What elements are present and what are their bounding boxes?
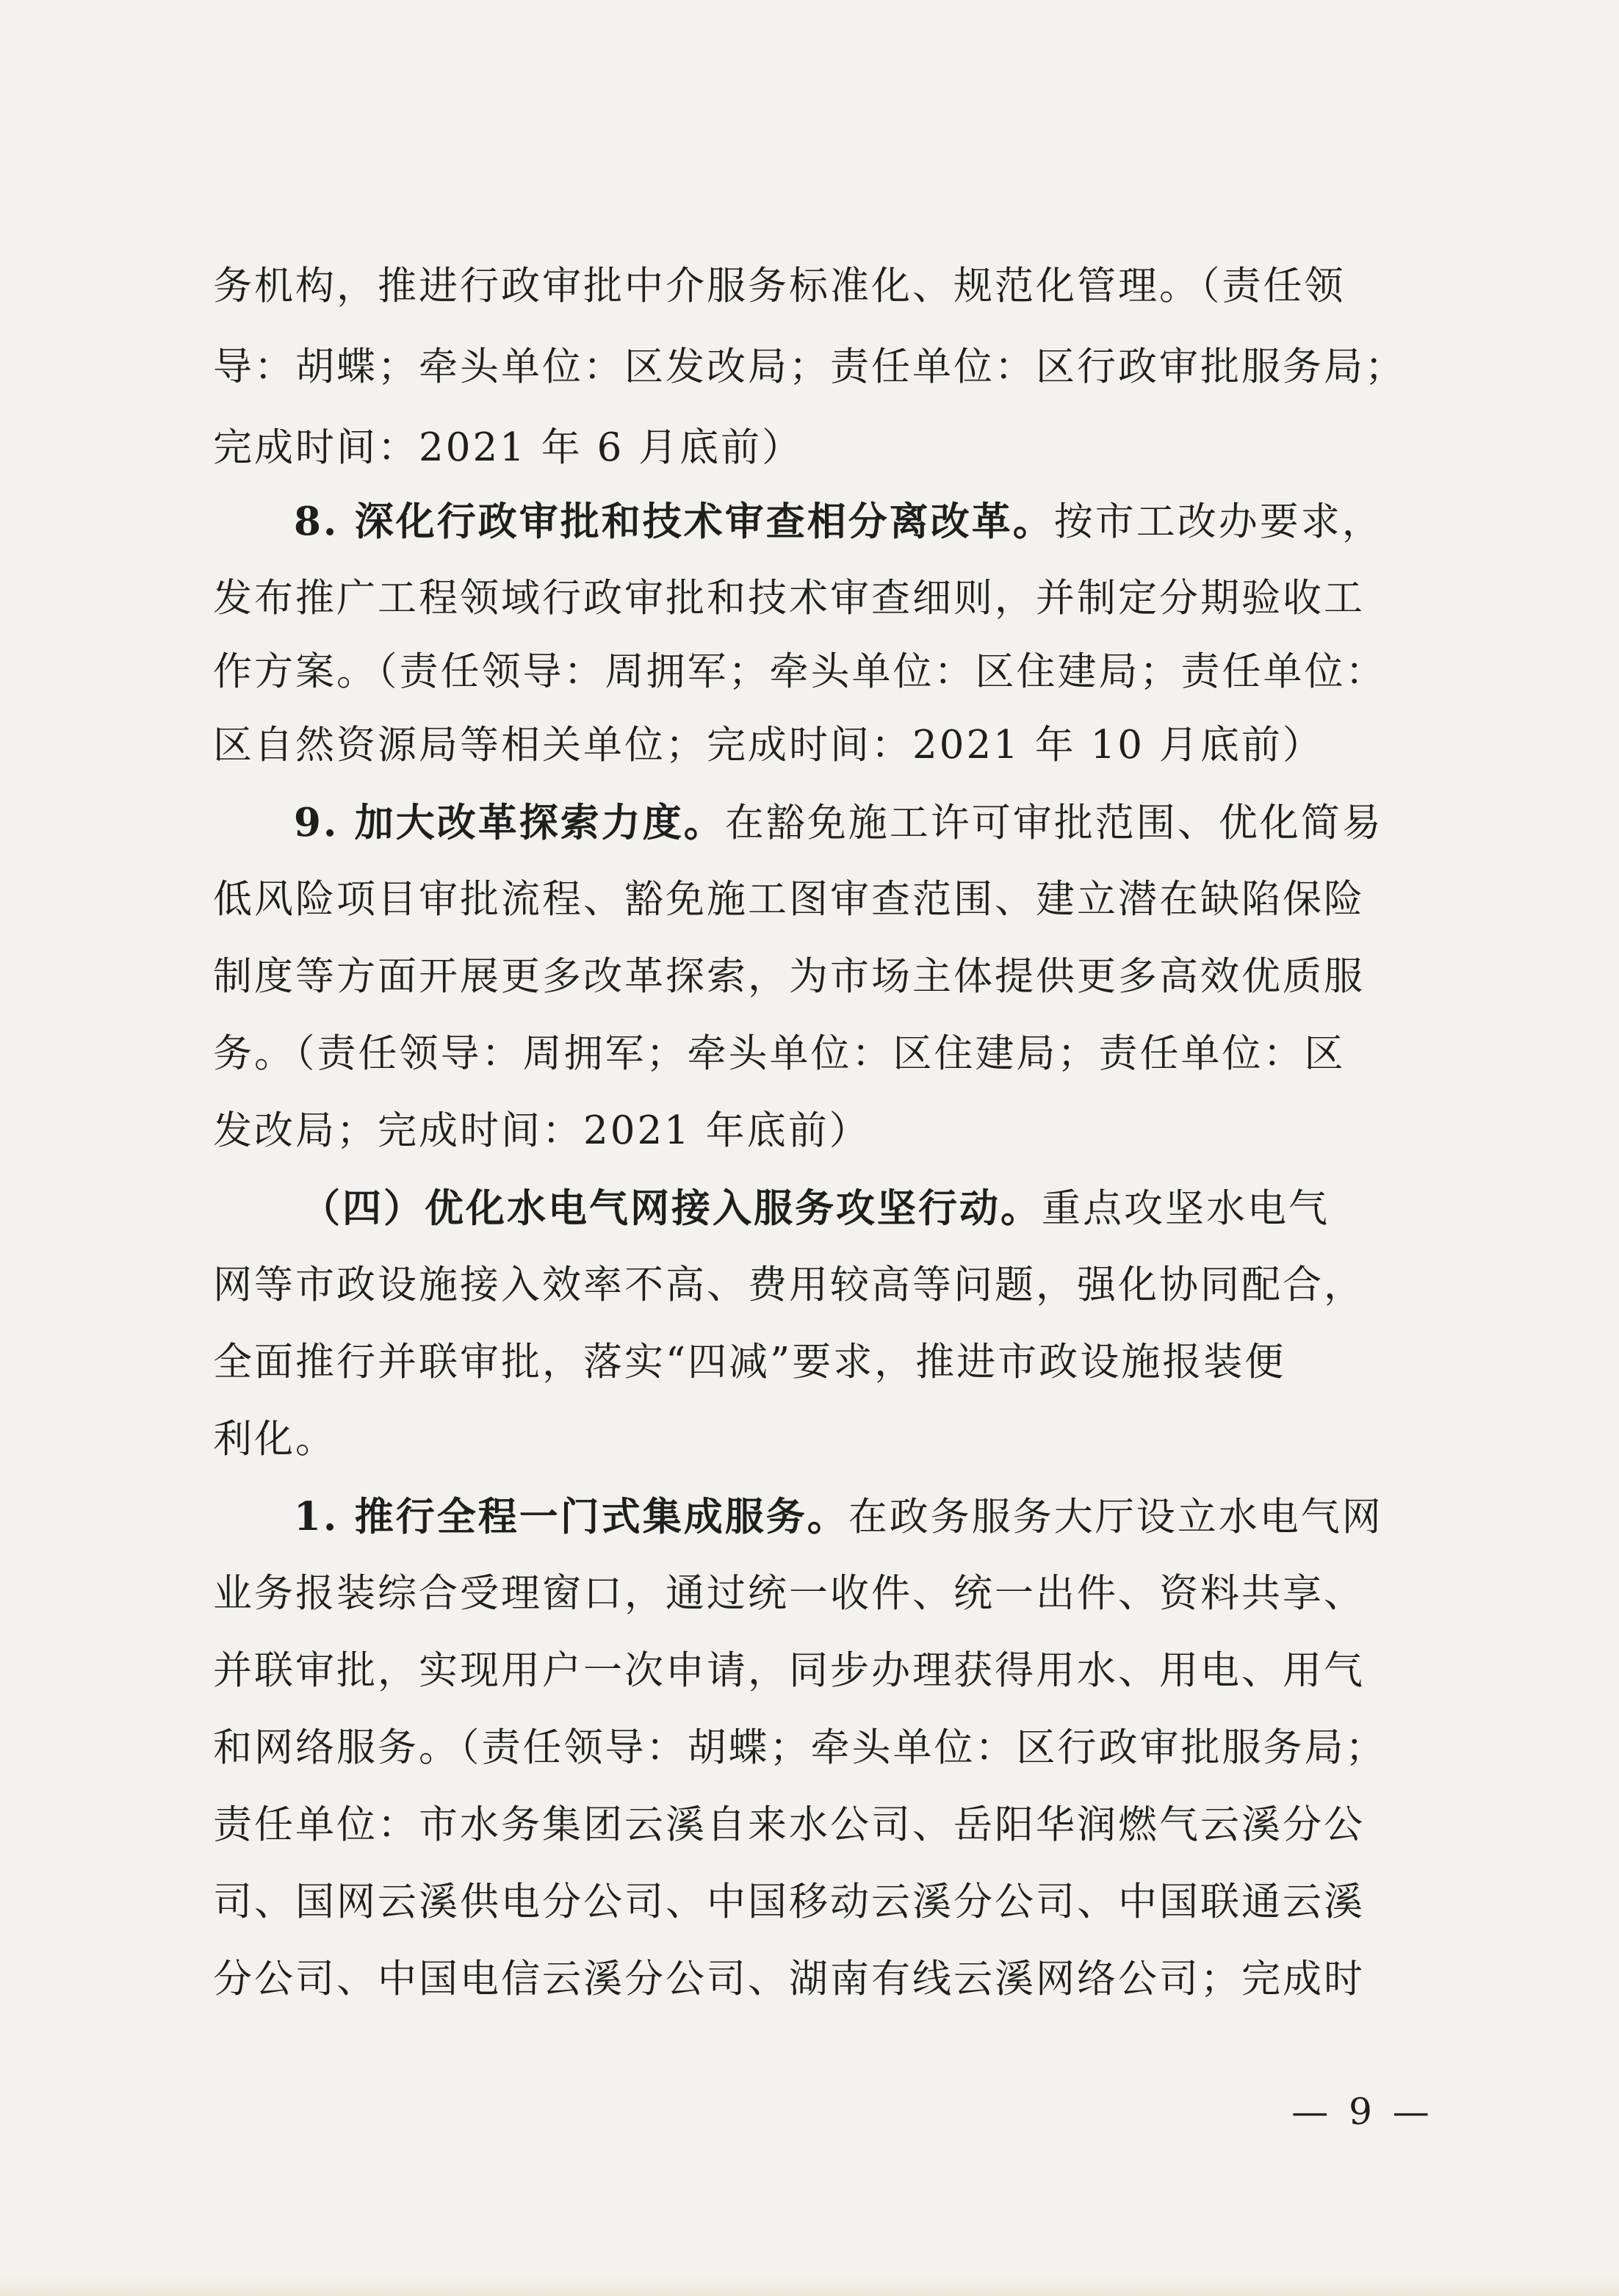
- item-heading: 1. 推行全程一门式集成服务。: [294, 1494, 848, 1539]
- text-line: 网等市政设施接入效率不高、费用较高等问题，强化协同配合，: [213, 1263, 1365, 1307]
- item-heading: 8. 深化行政审批和技术审查相分离改革。: [294, 499, 1054, 544]
- text-line: 作方案。（责任领导：周拥军；牵头单位：区住建局；责任单位：: [213, 649, 1387, 694]
- text-line: 务机构，推进行政审批中介服务标准化、规范化管理。（责任领: [213, 264, 1346, 308]
- page-number: — 9 —: [1291, 2090, 1434, 2133]
- text-line: 低风险项目审批流程、豁免施工图审查范围、建立潜在缺陷保险: [213, 877, 1365, 922]
- text-line: 制度等方面开展更多改革探索，为市场主体提供更多高效优质服: [213, 954, 1365, 999]
- section-heading: （四）优化水电气网接入服务攻坚行动。: [301, 1185, 1042, 1231]
- text-line: 责任单位：市水务集团云溪自来水公司、岳阳华润燃气云溪分公: [213, 1802, 1365, 1847]
- text-line: 发改局；完成时间：2021 年底前）: [213, 1108, 870, 1153]
- text-line: 并联审批，实现用户一次申请，同步办理获得用水、用电、用气: [213, 1648, 1365, 1693]
- text-line: 分公司、中国电信云溪分公司、湖南有线云溪网络公司；完成时: [213, 1957, 1365, 2001]
- item-heading-line: 1. 推行全程一门式集成服务。在政务服务大厅设立水电气网: [294, 1494, 1383, 1539]
- text-line: 业务报装综合受理窗口，通过统一收件、统一出件、资料共享、: [213, 1571, 1365, 1616]
- text-line: 利化。: [213, 1417, 336, 1462]
- item-heading: 9. 加大改革探索力度。: [294, 800, 725, 845]
- section-heading-line: （四）优化水电气网接入服务攻坚行动。重点攻坚水电气: [301, 1185, 1330, 1231]
- item-heading-line: 9. 加大改革探索力度。在豁免施工许可审批范围、优化简易: [294, 800, 1383, 845]
- text-line: 发布推广工程领域行政审批和技术审查细则，并制定分期验收工: [213, 576, 1365, 621]
- text-line: 导：胡蝶；牵头单位：区发改局；责任单位：区行政审批服务局；: [213, 344, 1406, 389]
- text-line: 和网络服务。（责任领导：胡蝶；牵头单位：区行政审批服务局；: [213, 1725, 1387, 1770]
- text-line: 完成时间：2021 年 6 月底前）: [213, 425, 804, 470]
- text-line: 务。（责任领导：周拥军；牵头单位：区住建局；责任单位：区: [213, 1031, 1346, 1076]
- text-line: 全面推行并联审批，落实“四减”要求，推进市政设施报装便: [213, 1340, 1286, 1385]
- item-heading-line: 8. 深化行政审批和技术审查相分离改革。按市工改办要求，: [294, 499, 1383, 544]
- text-line: 司、国网云溪供电分公司、中国移动云溪分公司、中国联通云溪: [213, 1880, 1365, 1924]
- text-line: 区自然资源局等相关单位；完成时间：2021 年 10 月底前）: [213, 723, 1324, 768]
- page-bottom-edge: [0, 2277, 1619, 2296]
